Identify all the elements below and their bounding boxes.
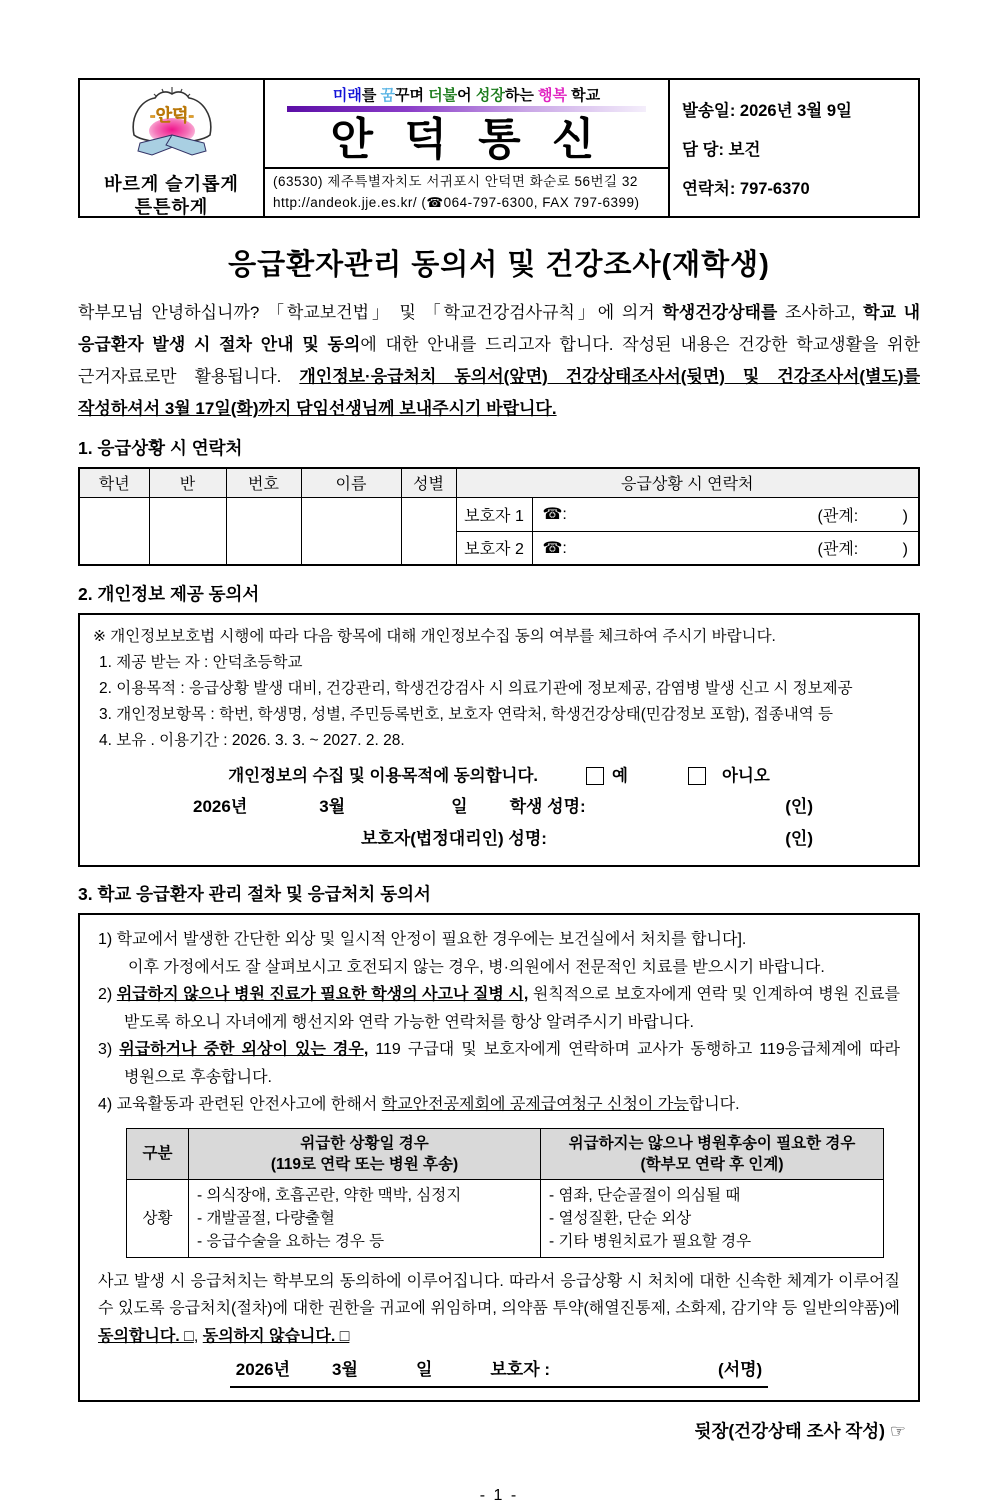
consent-choice-row <box>93 761 905 791</box>
emergency-procedure-box <box>78 913 920 1402</box>
school-address <box>265 167 668 217</box>
privacy-item: 2. 이용목적 : 응급상황 발생 대비, 건강관리, 학생건강검사 시 의료기관에 정보제공, 감염병 발생 신고 시 정보제공 <box>99 680 853 697</box>
urgent-cases <box>189 1179 541 1257</box>
privacy-item: 1. 제공 받는 자 : 안덕초등학교 <box>99 654 303 671</box>
guardian-signature-row <box>93 823 905 855</box>
privacy-consent-box <box>78 613 920 867</box>
nonurgent-cases <box>541 1179 884 1257</box>
col-gender: 성별 <box>401 468 456 497</box>
col-urgent <box>189 1128 541 1179</box>
section3-heading: 3. 학교 응급환자 관리 절차 및 응급처치 동의서 <box>78 884 431 904</box>
pointing-hand-icon: ☞ <box>889 1420 906 1441</box>
guardian-signature-line <box>230 1356 768 1388</box>
masthead-banner <box>265 80 668 167</box>
contact-number: 연락처: 797-6370 <box>682 179 810 198</box>
emergency-contact-table <box>78 467 920 566</box>
relation-label: (관계: ) <box>817 541 908 559</box>
back-page-note <box>78 1418 920 1443</box>
privacy-item: 4. 보유 . 이용기간 : 2026. 3. 3. ~ 2027. 2. 28. <box>99 732 405 749</box>
signature-row-wrap <box>98 1356 900 1388</box>
situation-label: 상황 <box>127 1179 189 1257</box>
student-signature-row <box>93 791 905 823</box>
address-line1: (63530) 제주특별자치도 서귀포시 안덕면 화순로 56번길 32 <box>273 173 638 189</box>
col-name: 이름 <box>301 468 401 497</box>
nonurgent-case: - 열성질환, 단순 외상 <box>549 1209 692 1227</box>
consent-statement: 개인정보의 수집 및 이용목적에 동의합니다. <box>228 767 539 785</box>
situation-row <box>127 1179 884 1257</box>
col-nonurgent <box>541 1128 884 1179</box>
yes-checkbox[interactable] <box>586 767 604 785</box>
class-field[interactable] <box>149 497 226 565</box>
situation-header-row <box>127 1128 884 1179</box>
seal-label: (인) <box>785 829 813 848</box>
nonurgent-case: - 염좌, 단순골절이 의심될 때 <box>549 1186 741 1204</box>
guardian1-label: 보호자 1 <box>456 497 532 531</box>
section1-heading: 1. 응급상황 시 연락처 <box>78 438 243 458</box>
guardian-name-label: 보호자(법정대리인) 성명: <box>361 829 547 848</box>
procedure-item-1b: 이후 가정에서도 잘 살펴보시고 호전되지 않는 경우, 병·의원에서 전문적인 치료를 받으시기 바랍니다. <box>128 958 825 976</box>
number-field[interactable] <box>226 497 301 565</box>
col-grade: 학년 <box>79 468 149 497</box>
motto-line1: 바르게 슬기롭게 <box>104 174 239 194</box>
svg-text:-안덕-: -안덕- <box>149 106 194 125</box>
guardian1-row <box>79 497 919 531</box>
seal-label: (인) <box>785 797 813 816</box>
day-label: 일 <box>415 1360 433 1379</box>
nonurgent-case: - 기타 병원치료가 필요할 경우 <box>549 1232 752 1250</box>
school-slogan: 미래를 꿈꾸며 더불어 성장하는 행복 학교 <box>332 87 601 104</box>
gender-field[interactable] <box>401 497 456 565</box>
grade-field[interactable] <box>79 497 149 565</box>
section2-heading: 2. 개인정보 제공 동의서 <box>78 584 260 604</box>
school-motto <box>104 173 239 218</box>
situation-table <box>126 1128 884 1258</box>
masthead <box>78 78 920 218</box>
urgent-header-line2: (119로 연락 또는 병원 후송) <box>270 1155 459 1173</box>
col-emergency-contact: 응급상황 시 연락처 <box>456 468 919 497</box>
address-line2: http://andeok.jje.es.kr/ (☎064-797-6300, FAX 797-6399) <box>273 194 640 210</box>
year-label: 2026년 <box>235 1360 291 1379</box>
back-note-text: 뒷장(건강상태 조사 작성) <box>694 1420 885 1441</box>
school-emblem-icon <box>122 85 222 173</box>
no-checkbox[interactable] <box>688 767 706 785</box>
month-label: 3월 <box>319 797 346 816</box>
nonurgent-header-line2: (학부모 연락 후 인계) <box>640 1155 784 1173</box>
procedure-item-3: 3) 위급하거나 중한 외상이 있는 경우, 119 구급대 및 보호자에게 연락하며 교사가 동행하고 119응급체계에 따라 병원으로 후송합니다. <box>98 1041 900 1086</box>
name-field[interactable] <box>301 497 401 565</box>
urgent-case: - 의식장애, 호흡곤란, 약한 맥박, 심정지 <box>197 1186 462 1204</box>
table-header-row <box>79 468 919 497</box>
procedure-item-1: 1) 학교에서 발생한 간단한 외상 및 일시적 안정이 필요한 경우에는 보건실에서 처치를 합니다]. <box>98 931 747 948</box>
privacy-notice: ※ 개인정보보호법 시행에 따라 다음 항목에 대해 개인정보수집 동의 여부를 체크하여 주시기 바랍니다. <box>93 628 776 645</box>
phone-icon: ☎: <box>542 539 567 557</box>
staff-in-charge: 담 당: 보건 <box>682 140 761 159</box>
page-number: - 1 - <box>479 1486 519 1504</box>
urgent-header-line1: 위급한 상황일 경우 <box>300 1134 429 1152</box>
student-name-label: 학생 성명: <box>509 797 586 816</box>
year-label: 2026년 <box>193 797 248 816</box>
nonurgent-header-line1: 위급하지는 않으나 병원후송이 필요한 경우 <box>568 1134 856 1152</box>
col-category: 구분 <box>127 1128 189 1179</box>
guardian2-label: 보호자 2 <box>456 531 532 565</box>
yes-label: 예 <box>612 767 628 785</box>
guardian1-contact-field[interactable] <box>532 497 919 531</box>
motto-line2: 튼튼하게 <box>134 196 209 217</box>
phone-icon: ☎: <box>542 506 567 523</box>
newsletter-title: 안 덕 통 신 <box>330 114 603 165</box>
urgent-case: - 개발골절, 다량출혈 <box>197 1209 335 1227</box>
procedure-item-4: 4) 교육활동과 관련된 안전사고에 한해서 학교안전공제회에 공제급여청구 신청이 가능합니다. <box>98 1096 740 1113</box>
guardian-label: 보호자 : <box>490 1360 551 1379</box>
document-content <box>78 78 920 1505</box>
page-title: 응급환자관리 동의서 및 건강조사(재학생) <box>228 249 770 281</box>
guardian2-contact-field[interactable] <box>532 531 919 565</box>
col-class: 반 <box>149 468 226 497</box>
masthead-left <box>80 80 265 216</box>
day-label: 일 <box>451 797 468 816</box>
gradient-divider <box>287 106 646 112</box>
no-label: 아니오 <box>721 767 770 785</box>
send-date: 발송일: 2026년 3월 9일 <box>682 102 852 121</box>
closing-paragraph: 사고 발생 시 응급처치는 학부모의 동의하에 이루어집니다. 따라서 응급상황 시 처치에 대한 신속한 체계가 이루어질 수 있도록 응급처치(절차)에 대한 권한을 귀교에 위임하며, 의약품 투약(해열진통제, 소화제, 감기약 등 일반의약품)에 동의합니다. □, 동의하지 않습니다. □ <box>98 1272 900 1345</box>
intro-paragraph: 학부모님 안녕하십니까? 「학교보건법」 및 「학교건강검사규칙」에 의거 학생건강상태를 조사하고, 학교 내 응급환자 발생 시 절차 안내 및 동의에 대한 안내를 드리고자 합니다. 작성된 내용은 건강한 학교생활을 위한 근거자료로만 활용됩니다. 개인정보·응급처치 동의서(앞면) 건강상태조사서(뒷면) 및 건강조사서(별도)를 작성하셔서 3월 17일(화)까지 담임선생님께 보내주시기 바랍니다. <box>78 303 920 418</box>
masthead-middle <box>265 80 670 216</box>
procedure-item-2: 2) 위급하지 않으나 병원 진료가 필요한 학생의 사고나 질병 시, 원칙적으로 보호자에게 연락 및 인계하여 병원 진료를 받도록 하오니 자녀에게 행선지와 연락 가능한 연락처를 항상 알려주시기 바랍니다. <box>98 986 900 1031</box>
privacy-item: 3. 개인정보항목 : 학번, 학생명, 성별, 주민등록번호, 보호자 연락처, 학생건강상태(민감정보 포함), 접종내역 등 <box>99 706 833 723</box>
masthead-info <box>670 80 918 216</box>
relation-label: (관계: ) <box>817 507 908 525</box>
sign-label: (서명) <box>718 1360 763 1379</box>
month-label: 3월 <box>332 1360 358 1379</box>
urgent-case: - 응급수술을 요하는 경우 등 <box>197 1232 385 1250</box>
col-number: 번호 <box>226 468 301 497</box>
